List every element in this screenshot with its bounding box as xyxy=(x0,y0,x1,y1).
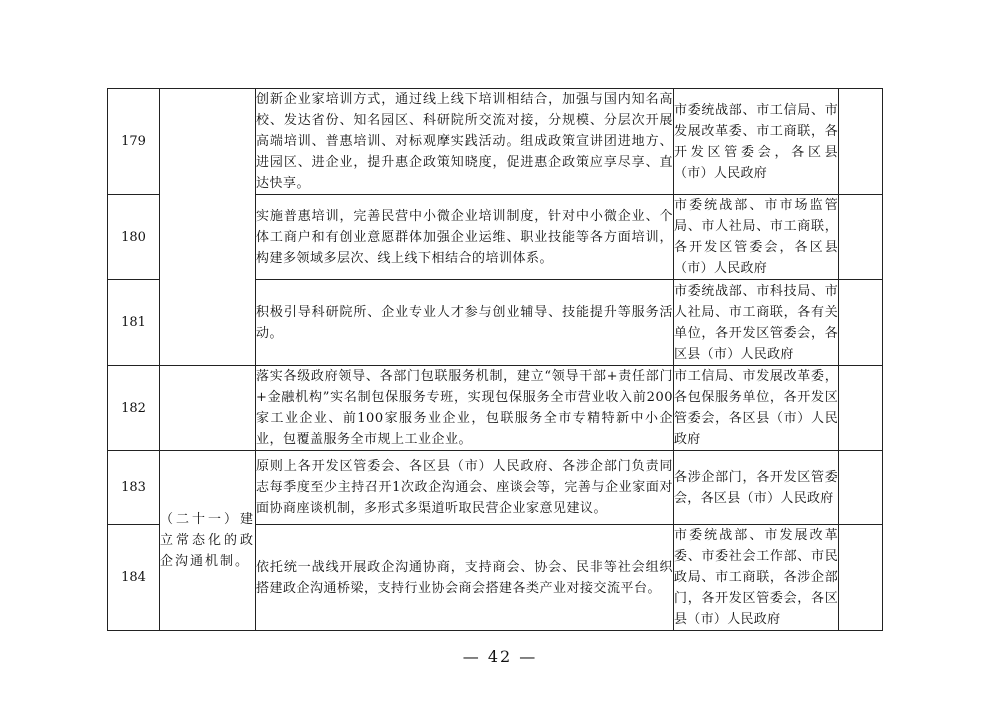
table-row xyxy=(108,451,883,525)
task-text: 依托统一战线开展政企沟通协商，支持商会、协会、民非等社会组织搭建政企沟通桥梁，支持行业协会商会搭建各类产业对接交流平台。 xyxy=(256,525,674,631)
table-row xyxy=(108,89,883,195)
page-number: — 42 — xyxy=(462,647,538,666)
responsible-units: 市委统战部、市市场监管局、市人社局、市工商联，各开发区管委会，各区县（市）人民政府 xyxy=(674,195,839,280)
task-text: 积极引导科研院所、企业专业人才参与创业辅导、技能提升等服务活动。 xyxy=(256,280,674,366)
task-text: 原则上各开发区管委会、各区县（市）人民政府、各涉企部门负责同志每季度至少主持召开1次政企沟通会、座谈会等，完善与企业家面对面协商座谈机制，多形式多渠道听取民营企业家意见建议。 xyxy=(256,451,674,525)
task-text: 实施普惠培训，完善民营中小微企业培训制度，针对中小微企业、个体工商户和有创业意愿群体加强企业运维、职业技能等各方面培训，构建多领域多层次、线上线下相结合的培训体系。 xyxy=(256,195,674,280)
responsible-units: 市委统战部、市工信局、市发展改革委、市工商联，各开发区管委会，各区县（市）人民政府 xyxy=(674,89,839,195)
responsible-units: 市委统战部、市发展改革委、市委社会工作部、市民政局、市工商联，各涉企部门，各开发区管委会，各区县（市）人民政府 xyxy=(674,525,839,631)
category-cell-empty xyxy=(160,89,256,366)
measures-table xyxy=(107,88,883,631)
row-number: 180 xyxy=(108,195,160,280)
remarks-cell xyxy=(839,195,883,280)
remarks-cell xyxy=(839,451,883,525)
table-row xyxy=(108,366,883,451)
remarks-cell xyxy=(839,525,883,631)
responsible-units: 市工信局、市发展改革委，各包保服务单位，各开发区管委会，各区县（市）人民政府 xyxy=(674,366,839,451)
remarks-cell xyxy=(839,280,883,366)
row-number: 181 xyxy=(108,280,160,366)
responsible-units: 市委统战部、市科技局、市人社局、市工商联，各有关单位，各开发区管委会，各区县（市）人民政府 xyxy=(674,280,839,366)
category-21: （二十一）建立常态化的政企沟通机制。 xyxy=(160,451,256,631)
row-number: 179 xyxy=(108,89,160,195)
row-number: 183 xyxy=(108,451,160,525)
category-cell-empty xyxy=(160,366,256,451)
task-text: 创新企业家培训方式，通过线上线下培训相结合，加强与国内知名高校、发达省份、知名园区、科研院所交流对接，分规模、分层次开展高端培训、普惠培训、对标观摩实践活动。组成政策宣讲团进地方、进园区、进企业，提升惠企政策知晓度，促进惠企政策应享尽享、直达快享。 xyxy=(256,89,674,195)
task-text: 落实各级政府领导、各部门包联服务机制，建立“领导干部+责任部门+金融机构”实名制包保服务专班，实现包保服务全市营业收入前200家工业企业、前100家服务业企业，包联服务全市专精特新中小企业，包覆盖服务全市规上工业企业。 xyxy=(256,366,674,451)
row-number: 182 xyxy=(108,366,160,451)
responsible-units: 各涉企部门，各开发区管委会，各区县（市）人民政府 xyxy=(674,451,839,525)
remarks-cell xyxy=(839,89,883,195)
row-number: 184 xyxy=(108,525,160,631)
remarks-cell xyxy=(839,366,883,451)
